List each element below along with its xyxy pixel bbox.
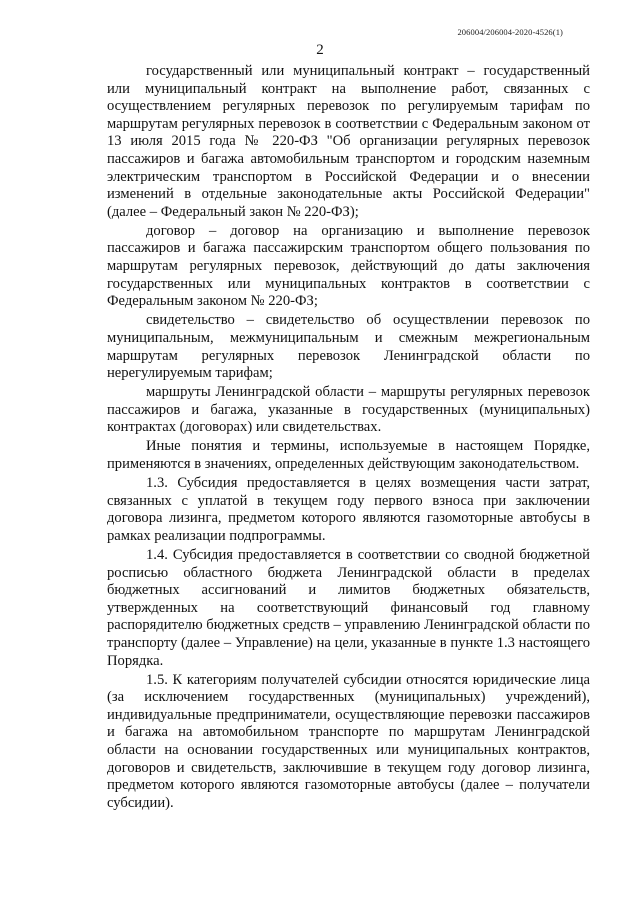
paragraph-state-contract-definition: государственный или муниципальный контракт – государственный или муниципальный контракт на выполнение работ, связанных с осуществлением регулярных перевозок по регулируемым тарифам по маршрутам регулярных перевозок в соответствии с Федеральным законом от 13 июля 2015 года № 220-ФЗ "Об организации регулярных перевозок пассажиров и багажа автомобильным транспортом и городским наземным электрическим транспортом в Российской Федерации и о внесении изменений в отдельные законодательные акты Российской Федерации" (далее – Федеральный закон № 220-ФЗ); [107, 63, 590, 220]
document-body [107, 63, 590, 814]
paragraph-routes-definition: маршруты Ленинградской области – маршруты регулярных перевозок пассажиров и багажа, указанные в государственных (муниципальных) контрактах (договорах) или свидетельствах. [107, 384, 590, 436]
paragraph-1-5: 1.5. К категориям получателей субсидии относятся юридические лица (за исключением государственных (муниципальных) учреждений), индивидуальные предприниматели, осуществляющие перевозки пассажиров и багажа на автомобильном транспорте по маршрутам Ленинградской области на основании государственных или муниципальных контрактов, договоров и свидетельств, заключившие в текущем году договор лизинга, предметом которого являются газомоторные автобусы (далее – получатели субсидии). [107, 671, 590, 811]
document-id: 206004/206004-2020-4526(1) [457, 27, 563, 37]
paragraph-agreement-definition: договор – договор на организацию и выполнение перевозок пассажиров и багажа пассажирским транспортом общего пользования по маршрутам регулярных перевозок, действующий до даты заключения государственных или муниципальных контрактов в соответствии с Федеральным законом № 220-ФЗ; [107, 222, 590, 310]
paragraph-certificate-definition: свидетельство – свидетельство об осуществлении перевозок по муниципальным, межмуниципальным и смежным межрегиональным маршрутам регулярных перевозок Ленинградской области по нерегулируемым тарифам; [107, 312, 590, 382]
page-number: 2 [316, 42, 324, 58]
paragraph-1-3: 1.3. Субсидия предоставляется в целях возмещения части затрат, связанных с уплатой в текущем году первого взноса при заключении договора лизинга, предметом которого являются газомоторные автобусы в рамках реализации подпрограммы. [107, 475, 590, 544]
paragraph-1-4: 1.4. Субсидия предоставляется в соответствии со сводной бюджетной росписью областного бюджета Ленинградской области в пределах бюджетных ассигнований и лимитов бюджетных обязательств, утвержденных на соответствующий финансовый год главному распорядителю бюджетных средств – управлению Ленинградской области по транспорту (далее – Управление) на цели, указанные в пункте 1.3 настоящего Порядка. [107, 547, 590, 669]
paragraph-other-terms: Иные понятия и термины, используемые в настоящем Порядке, применяются в значениях, определенных действующим законодательством. [107, 438, 590, 473]
